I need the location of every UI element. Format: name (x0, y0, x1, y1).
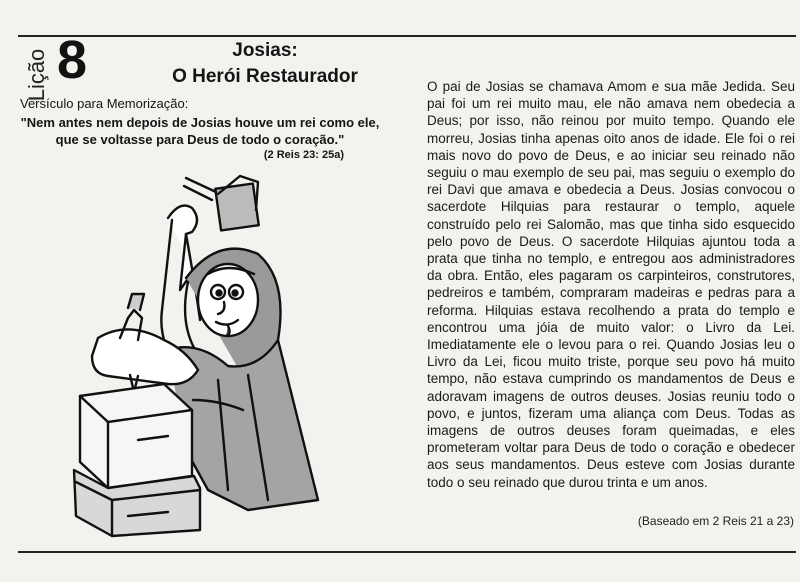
lesson-label: Lição (24, 48, 49, 102)
verse-label: Versículo para Memorização: (20, 96, 189, 111)
stone-blocks-icon (74, 384, 200, 536)
title-block (130, 38, 400, 90)
story-text: O pai de Josias se chamava Amom e sua mãe Jedida. Seu pai foi um rei muito mau, ele não amava nem obedecia a Deus; por isso, não reinou por muito tempo. Quando ele morreu, Josias tinha apenas oito anos de idade. Ele foi o rei mais novo do povo de Deus, e ao iniciar seu reinado não seguiu o mau exemplo de seu pai, mas seguiu o exemplo do rei Davi que amava e obedecia a Deus. Josias convocou o sacerdote Hilquias para restaurar o templo, aquele construído pelo rei Salomão, mas que tinha sido esquecido pelo povo de Deus. O sacerdote Hilquias ajuntou toda a prata que tinha no templo, e entregou aos administradores da obra. Então, eles pagaram os carpinteiros, construtores, pedreiros e também, compraram madeiras e pedras para a reforma. Hilquias estava recolhendo a prata do templo e encontrou uma jóia de muito valor: o Livro da Lei. Imediatamente ele o levou para o rei. Quando Josias leu o Livro da Lei, ficou muito triste, porque seu povo há muito tempo, não estava cumprindo os mandamentos de Deus e adoravam imagens de outros deuses. Josias reuniu todo o povo, e juntos, fizeram uma aliança com Deus. Todas as imagens de outros deuses foram queimadas, e eles prometeram voltar para Deus de todo o coração e obedecer aos seus mandamentos. Deus esteve com Josias durante todo o seu reinado que durou trinta e um anos. (427, 79, 795, 490)
bottom-rule (18, 551, 796, 553)
top-rule (18, 35, 796, 37)
king-with-hammer-illustration (68, 170, 368, 538)
memory-verse (20, 96, 380, 161)
page-title: Josias: (232, 40, 298, 61)
page-subtitle: O Herói Restaurador (172, 66, 358, 87)
source-reference: (Baseado em 2 Reis 21 a 23) (637, 514, 794, 528)
lesson-number: 8 (57, 30, 88, 90)
verse-reference: (2 Reis 23: 25a) (263, 149, 344, 161)
verse-text: "Nem antes nem depois de Josias houve um rei como ele, que se voltasse para Deus de todo o coração." (20, 115, 380, 147)
